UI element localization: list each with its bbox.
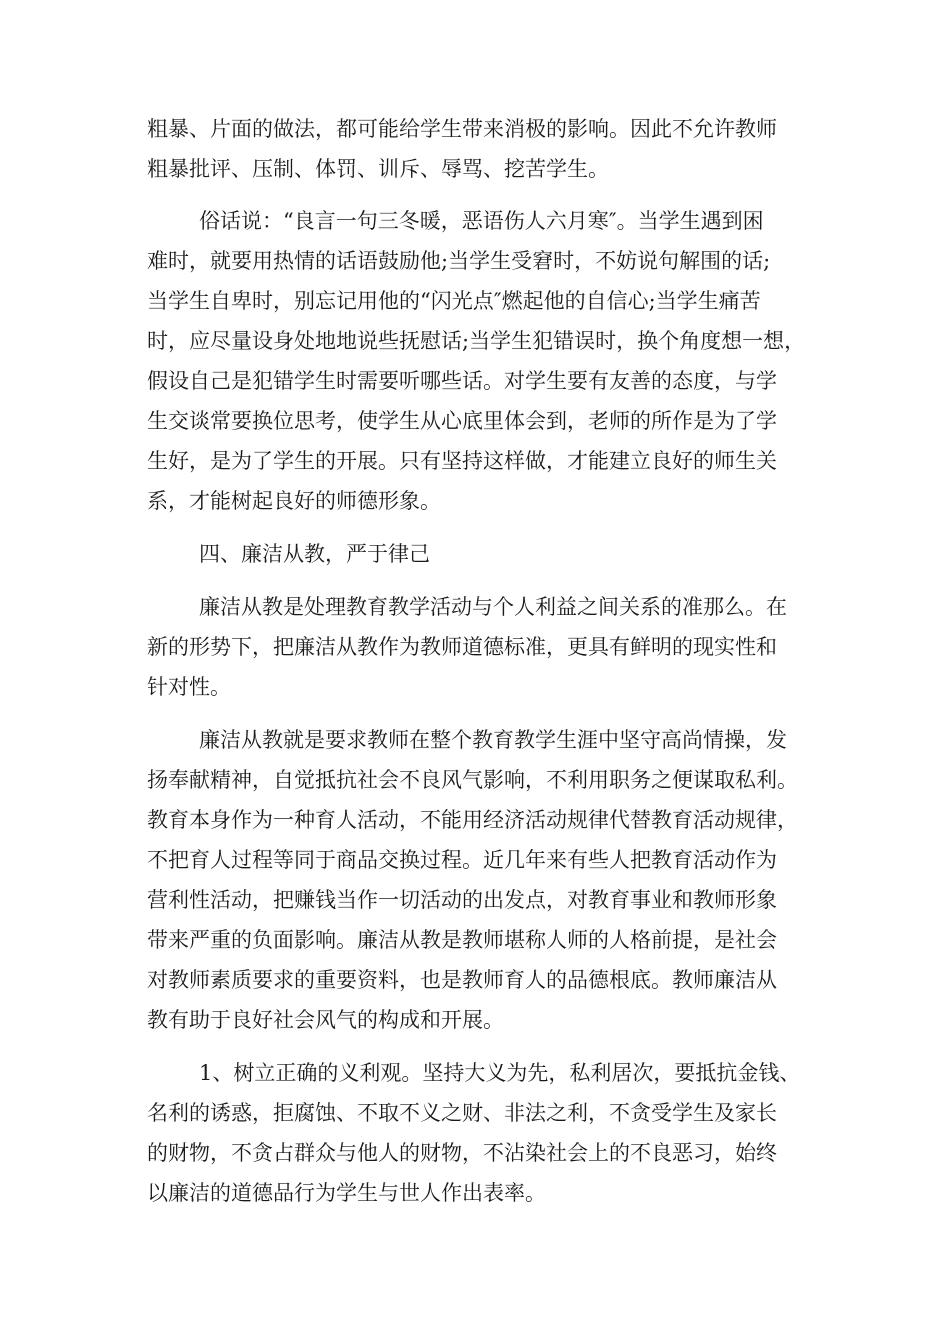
paragraph-3-line-2: 新的形势下，把廉洁从教作为教师道德标准，更具有鲜明的现实性和	[147, 635, 777, 659]
paragraph-4-line-8: 教有助于良好社会风气的构成和开展。	[147, 1008, 504, 1032]
paragraph-4-line-1: 廉洁从教就是要求教师在整个教育教学生涯中坚守高尚情操，发	[199, 728, 787, 752]
paragraph-5-line-4: 以廉洁的道德品行为学生与世人作出表率。	[147, 1181, 546, 1205]
paragraph-5-line-2: 名利的诱惑，拒腐蚀、不取不义之财、非法之利，不贪受学生及家长	[147, 1101, 777, 1125]
section-heading-4: 四、廉洁从教，严于律己	[199, 542, 430, 566]
paragraph-2-line-1: 俗话说：“良言一句三冬暖，恶语伤人六月寒″。当学生遇到困	[199, 209, 764, 233]
paragraph-4-line-7: 对教师素质要求的重要资料，也是教师育人的品德根底。教师廉洁从	[147, 968, 777, 992]
paragraph-1-line-2: 粗暴批评、压制、体罚、训斥、辱骂、挖苦学生。	[147, 157, 609, 181]
paragraph-4-line-5: 营利性活动，把赚钱当作一切活动的出发点，对教育事业和教师形象	[147, 888, 777, 912]
paragraph-4-line-3: 教育本身作为一种育人活动，不能用经济活动规律代替教育活动规律，	[147, 808, 798, 832]
paragraph-5-line-1: 1、树立正确的义利观。坚持大义为先，私利居次，要抵抗金钱、	[199, 1061, 801, 1085]
paragraph-4-line-6: 带来严重的负面影响。廉洁从教是教师堪称人师的人格前提，是社会	[147, 928, 777, 952]
paragraph-2-line-6: 生交谈常要换位思考，使学生从心底里体会到，老师的所作是为了学	[147, 409, 777, 433]
paragraph-2-line-7: 生好，是为了学生的开展。只有坚持这样做，才能建立良好的师生关	[147, 449, 777, 473]
paragraph-2-line-3: 当学生自卑时，别忘记用他的“闪光点″燃起他的自信心;当学生痛苦	[147, 289, 761, 313]
paragraph-2-line-8: 系，才能树起良好的师德形象。	[147, 489, 441, 513]
paragraph-1-line-1: 粗暴、片面的做法，都可能给学生带来消极的影响。因此不允许教师	[147, 117, 777, 141]
paragraph-2-line-2: 难时，就要用热情的话语鼓励他;当学生受窘时，不妨说句解围的话;	[147, 249, 771, 273]
paragraph-5-line-3: 的财物，不贪占群众与他人的财物，不沾染社会上的不良恶习，始终	[147, 1141, 777, 1165]
paragraph-2-line-4: 时，应尽量设身处地地说些抚慰话;当学生犯错误时，换个角度想一想，	[147, 329, 806, 353]
paragraph-4-line-2: 扬奉献精神，自觉抵抗社会不良风气影响，不利用职务之便谋取私利。	[147, 768, 798, 792]
paragraph-3-line-1: 廉洁从教是处理教育教学活动与个人利益之间关系的准那么。在	[199, 595, 787, 619]
paragraph-4-line-4: 不把育人过程等同于商品交换过程。近几年来有些人把教育活动作为	[147, 848, 777, 872]
paragraph-2-line-5: 假设自己是犯错学生时需要听哪些话。对学生要有友善的态度，与学	[147, 369, 777, 393]
paragraph-3-line-3: 针对性。	[147, 675, 231, 699]
